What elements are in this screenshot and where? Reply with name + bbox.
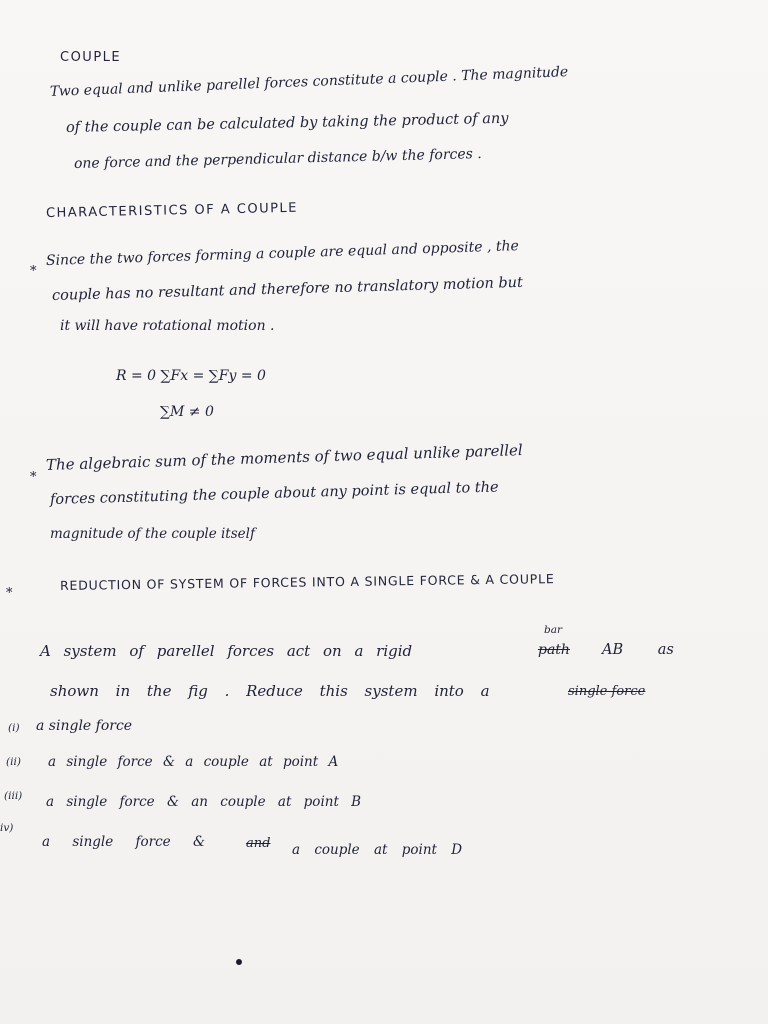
reduction-line-1b: AB as <box>602 642 674 658</box>
reduction-line-1a: A system of parellel forces act on a rigid <box>40 642 413 660</box>
ink-dot <box>236 959 242 965</box>
item-1-text: a single force <box>36 718 133 734</box>
couple-line-1: Two equal and unlike parellel forces constitute a couple . The magnitude <box>49 64 569 100</box>
char-bullet2-line-2: forces constituting the couple about any point is equal to the <box>49 479 499 508</box>
formula-resultant: R = 0 ∑Fx = ∑Fy = 0 <box>116 368 266 384</box>
bullet-marker-3: * <box>6 586 13 601</box>
heading-characteristics: CHARACTERISTICS OF A COUPLE <box>45 200 299 221</box>
char-bullet2-line-1: The algebraic sum of the moments of two equal unlike parellel <box>45 441 523 474</box>
reduction-line-2: shown in the fig . Reduce this system into a <box>50 682 490 700</box>
item-4-num: iv) <box>0 822 14 834</box>
item-4-struck-and: and <box>246 836 271 851</box>
char-bullet1-line-1: Since the two forces forming a couple are equal and opposite , the <box>45 238 520 269</box>
char-bullet1-line-2: couple has no resultant and therefore no translatory motion but <box>51 274 524 304</box>
item-4-text-a: a single force & <box>42 834 205 850</box>
bullet-marker-2: * <box>30 470 37 485</box>
item-1-num: (i) <box>8 722 20 734</box>
couple-line-2: of the couple can be calculated by taking the product of any <box>65 110 509 136</box>
heading-reduction: REDUCTION OF SYSTEM OF FORCES INTO A SINGLE FORCE & A COUPLE <box>59 571 555 593</box>
formula-moment: ∑M ≠ 0 <box>160 404 214 420</box>
couple-line-3: one force and the perpendicular distance b/w the forces . <box>73 146 482 172</box>
reduction-struck-path: path <box>538 642 570 658</box>
bullet-marker-1: * <box>30 264 37 279</box>
heading-couple: COUPLE <box>60 50 122 65</box>
item-2-text: a single force & a couple at point A <box>48 754 339 770</box>
item-3-text: a single force & an couple at point B <box>46 794 362 810</box>
item-4-text-b: a couple at point D <box>292 842 463 858</box>
item-3-num: (iii) <box>4 790 23 802</box>
item-2-num: (ii) <box>6 756 21 768</box>
reduction-struck-single-force: single force <box>568 684 646 699</box>
char-bullet2-line-3: magnitude of the couple itself <box>50 526 255 542</box>
reduction-insert-bar: bar <box>544 624 563 636</box>
char-bullet1-line-3: it will have rotational motion . <box>60 318 275 334</box>
